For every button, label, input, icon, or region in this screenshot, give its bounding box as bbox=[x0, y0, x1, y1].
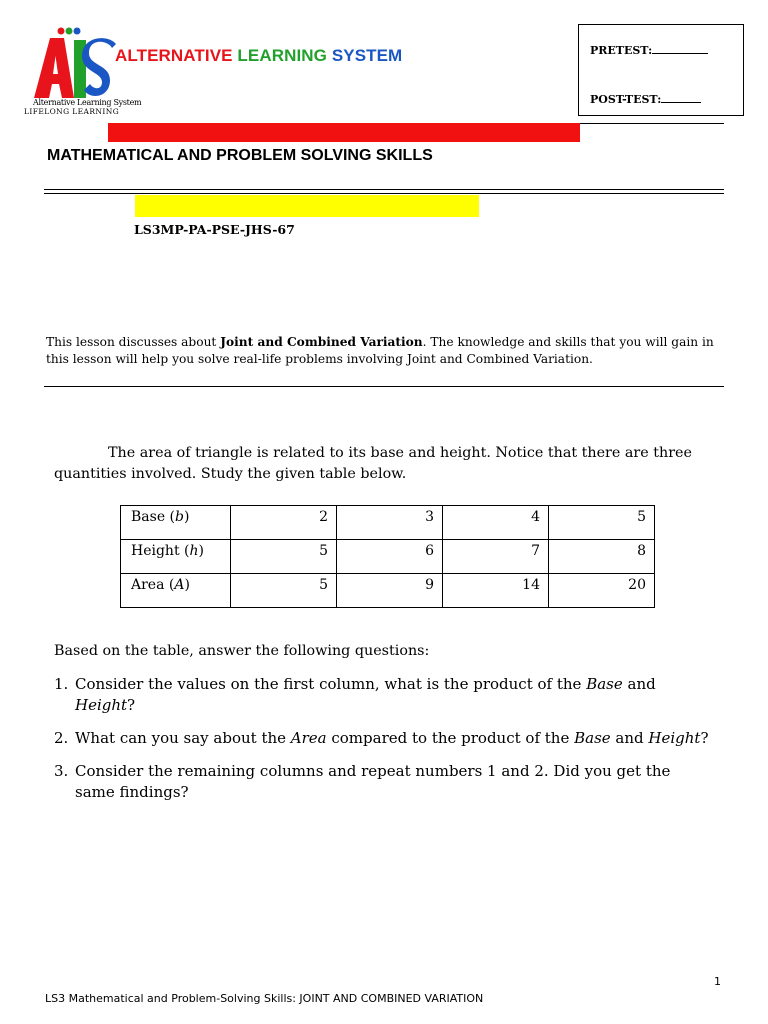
table-row bbox=[121, 574, 655, 608]
table-cell: 2 bbox=[231, 506, 337, 540]
pretest-field[interactable] bbox=[590, 42, 708, 57]
table-row bbox=[121, 540, 655, 574]
table-cell: 4 bbox=[443, 506, 549, 540]
program-title bbox=[115, 46, 402, 66]
table-cell: 7 bbox=[443, 540, 549, 574]
table-cell: 9 bbox=[337, 574, 443, 608]
title-word-learning: LEARNING bbox=[237, 46, 327, 65]
page-number: 1 bbox=[714, 975, 721, 988]
table-cell: 5 bbox=[231, 540, 337, 574]
question-item bbox=[54, 674, 714, 716]
row-label: Area (A) bbox=[121, 574, 231, 608]
intro-topic: Joint and Combined Variation bbox=[220, 335, 423, 349]
logo-subtitle: Alternative Learning System bbox=[33, 98, 142, 107]
logo-tagline: LIFELONG LEARNING bbox=[24, 107, 120, 116]
lesson-code: LS3MP-PA-PSE-JHS-67 bbox=[134, 222, 295, 237]
table-cell: 20 bbox=[549, 574, 655, 608]
lesson-text: The area of triangle is related to its base and height. Notice that there are three quantities involved. Study the given table below. bbox=[54, 445, 692, 482]
pretest-blank[interactable] bbox=[652, 42, 708, 54]
yellow-highlight bbox=[135, 195, 479, 217]
table-cell: 8 bbox=[549, 540, 655, 574]
intro-divider bbox=[44, 386, 724, 387]
questions-intro: Based on the table, answer the following questions: bbox=[54, 643, 430, 659]
posttest-label: POST-TEST: bbox=[590, 93, 662, 106]
subject-title: MATHEMATICAL AND PROBLEM SOLVING SKILLS bbox=[47, 147, 433, 164]
question-number: 1. bbox=[54, 675, 69, 693]
question-number: 2. bbox=[54, 729, 69, 747]
red-banner bbox=[108, 123, 580, 142]
question-item bbox=[54, 728, 714, 749]
table-cell: 3 bbox=[337, 506, 443, 540]
question-number: 3. bbox=[54, 762, 69, 780]
posttest-field[interactable] bbox=[590, 91, 701, 106]
table-cell: 6 bbox=[337, 540, 443, 574]
triangle-data-table bbox=[120, 505, 655, 608]
lesson-paragraph bbox=[54, 443, 704, 485]
intro-text-end: . The knowledge and skills that you will gain in this lesson will help you solve real-life problems involving Joint and Combined Variation. bbox=[46, 335, 714, 366]
posttest-blank[interactable] bbox=[661, 91, 701, 103]
intro-paragraph bbox=[46, 334, 724, 368]
pretest-label: PRETEST: bbox=[590, 44, 653, 57]
table-row bbox=[121, 506, 655, 540]
table-cell: 14 bbox=[443, 574, 549, 608]
table-cell: 5 bbox=[231, 574, 337, 608]
question-text: What can you say about the Area compared to the product of the Base and Height? bbox=[75, 729, 709, 747]
question-text: Consider the remaining columns and repeat numbers 1 and 2. Did you get the same findings? bbox=[75, 762, 671, 801]
title-word-system: SYSTEM bbox=[331, 46, 403, 65]
double-divider bbox=[44, 189, 724, 194]
question-item bbox=[54, 761, 714, 803]
header-divider bbox=[580, 123, 724, 124]
row-label: Base (b) bbox=[121, 506, 231, 540]
intro-text-start: This lesson discusses about bbox=[46, 335, 221, 349]
title-word-alternative: ALTERNATIVE bbox=[115, 46, 233, 65]
question-text: Consider the values on the first column, what is the product of the Base and Height? bbox=[75, 675, 656, 714]
test-score-box bbox=[578, 24, 744, 116]
table-cell: 5 bbox=[549, 506, 655, 540]
row-label: Height (h) bbox=[121, 540, 231, 574]
page-footer: LS3 Mathematical and Problem-Solving Skills: JOINT AND COMBINED VARIATION bbox=[45, 992, 484, 1005]
questions-section bbox=[54, 641, 714, 815]
